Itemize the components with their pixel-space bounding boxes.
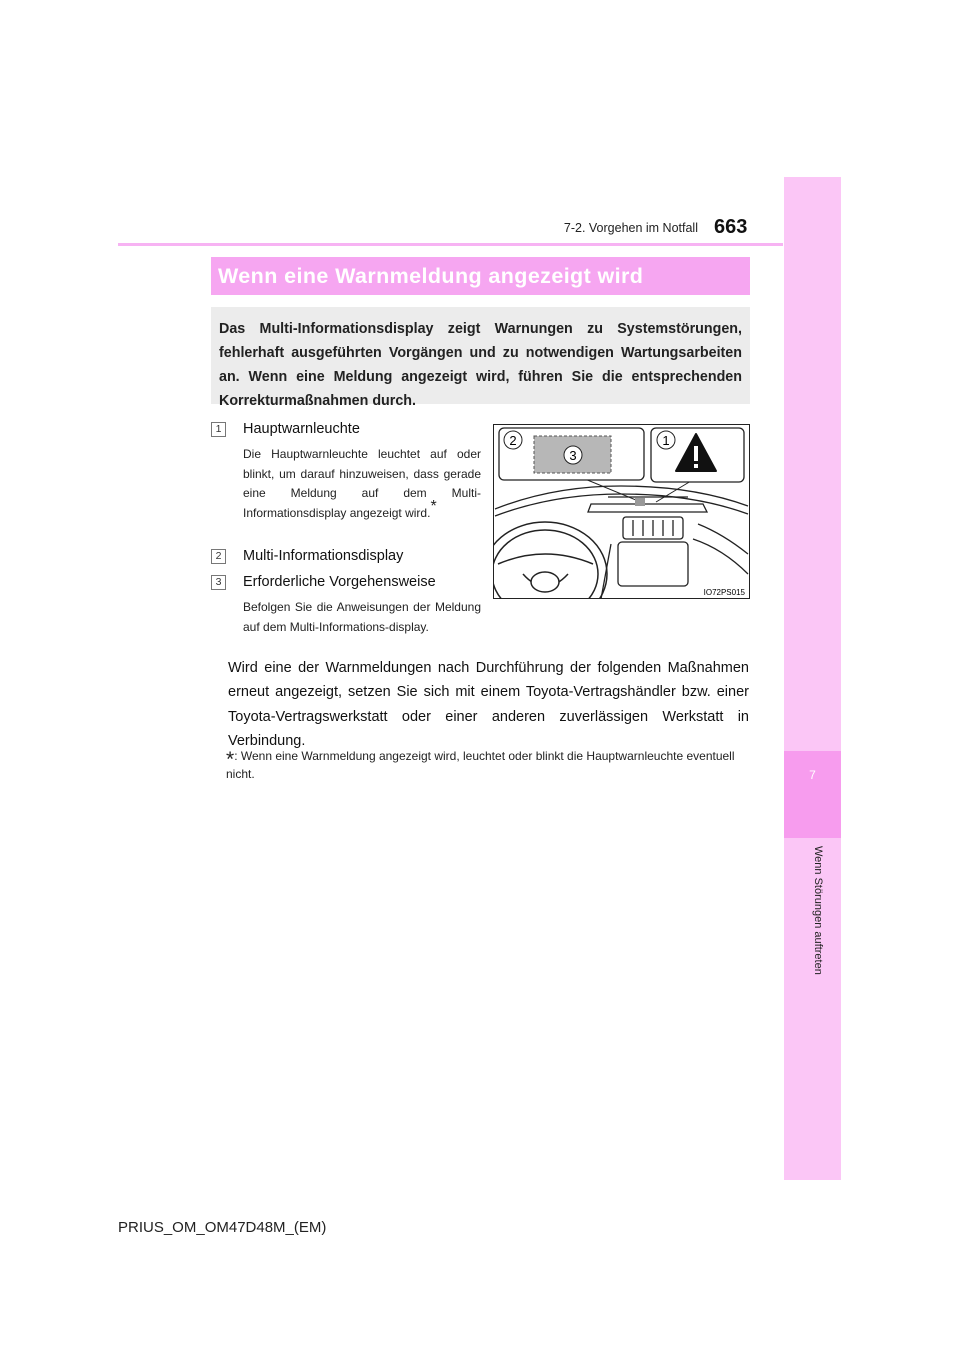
footnote-separator: : [234, 749, 238, 763]
footnote-text: Wenn eine Warnmeldung angezeigt wird, leuchtet oder blinkt die Hauptwarnleuchte eventuell nicht. [226, 749, 735, 781]
section-title: Wenn eine Warnmeldung angezeigt wird [211, 257, 750, 295]
item-label: Hauptwarnleuchte [243, 421, 360, 437]
page-number: 663 [714, 216, 748, 238]
chapter-title: Wenn Störungen auftreten [812, 846, 824, 975]
item-label: Multi-Informationsdisplay [243, 548, 404, 564]
footnote [226, 747, 751, 783]
callout-3-label: 3 [569, 448, 577, 463]
chapter-number-block [784, 751, 841, 838]
callout-2-label: 2 [509, 433, 517, 448]
document-code: PRIUS_OM_OM47D48M_(EM) [118, 1219, 327, 1236]
section-reference: 7-2. Vorgehen im Notfall [563, 221, 698, 235]
item-1-description [243, 445, 481, 523]
image-code: IO72PS015 [703, 588, 745, 597]
intro-text: Das Multi-Informationsdisplay zeigt Warnungen zu Systemstörungen, fehlerhaft ausgeführten Vorgängen und zu notwendigen Wartungsarbeiten an. Wenn eine Meldung angezeigt wird, führen Sie die entsprechenden Korrekturmaßnahmen durch. [211, 307, 750, 404]
callout-1-label: 1 [662, 433, 670, 448]
footnote-marker: * [226, 748, 235, 771]
item-3-description: Befolgen Sie die Anweisungen der Meldung auf dem Multi-Informations-display. [243, 600, 481, 634]
item-number-badge: 3 [211, 575, 226, 590]
item-description-text: Die Hauptwarnleuchte leuchtet auf oder blinkt, um darauf hinzuweisen, dass gerade eine Meldung auf dem Multi-Informationsdisplay angezeigt wird. [243, 447, 481, 520]
item-label: Erforderliche Vorgehensweise [243, 574, 436, 590]
chapter-number: 7 [809, 768, 816, 782]
dashboard-illustration [493, 424, 750, 599]
item-number-badge: 2 [211, 549, 226, 564]
footnote-reference: * [430, 497, 437, 515]
header-divider [118, 243, 783, 246]
body-paragraph: Wird eine der Warnmeldungen nach Durchführung der folgenden Maßnahmen erneut angezeigt, setzen Sie sich mit einem Toyota-Vertragshändler bzw. einer Toyota-Vertragswerkstatt oder einer anderen zuverlässigen Werkstatt in Verbindung. [228, 660, 749, 749]
item-number-badge: 1 [211, 422, 226, 437]
